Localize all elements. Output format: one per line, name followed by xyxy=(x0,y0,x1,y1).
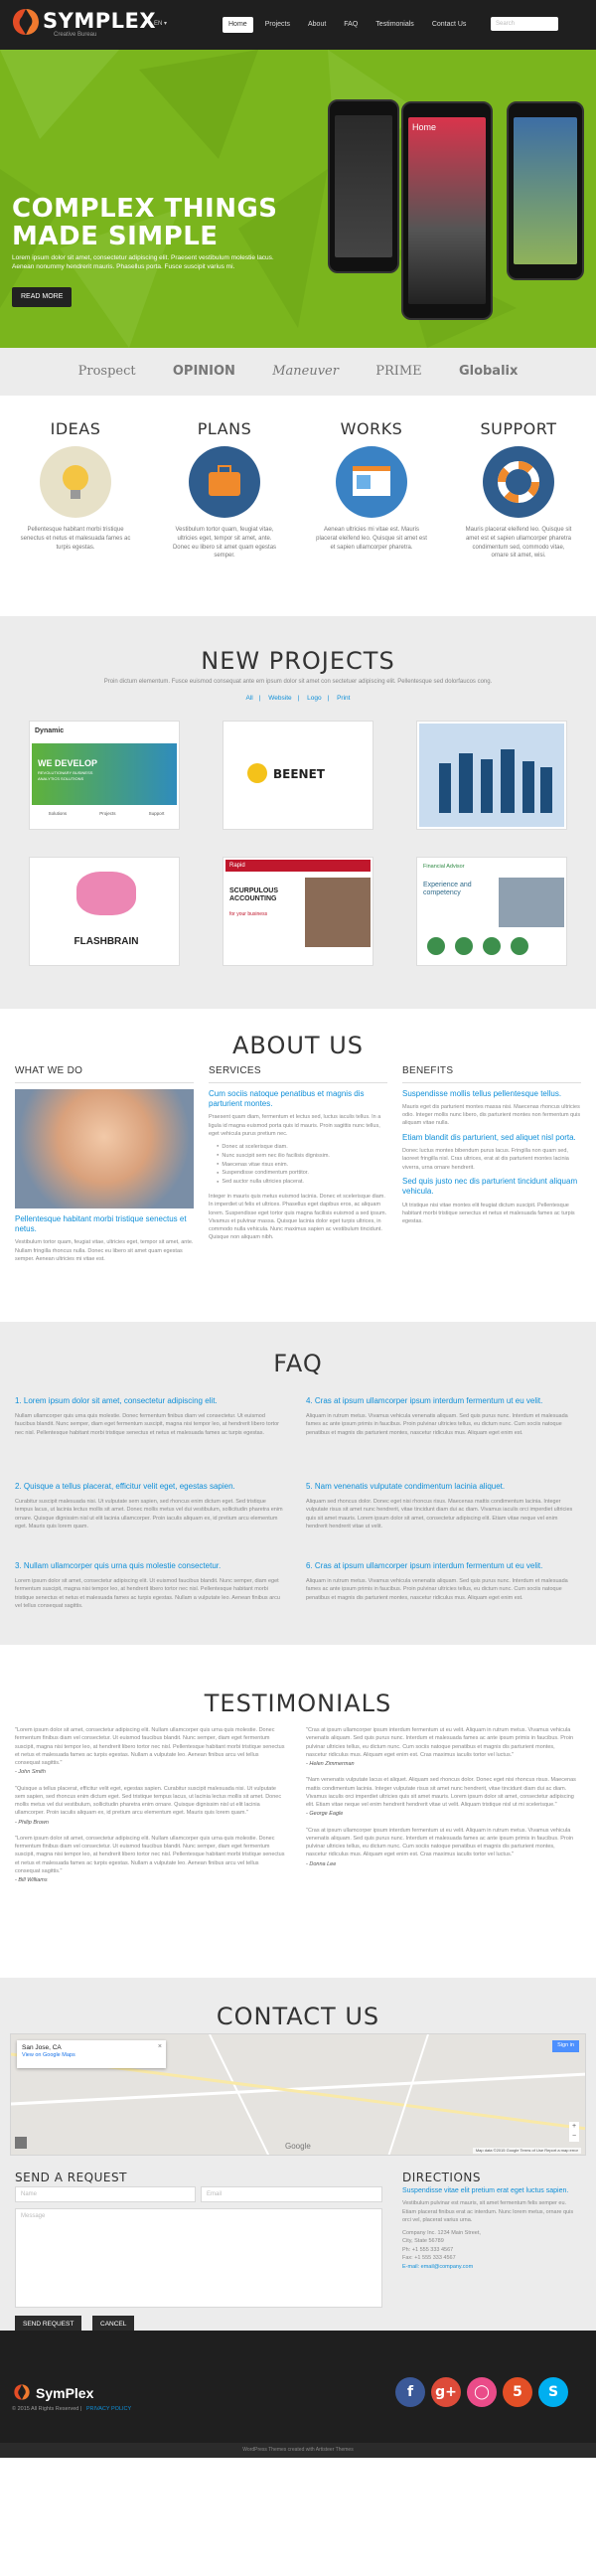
symplex-logo-icon[interactable] xyxy=(9,5,43,39)
phone-mockup-left xyxy=(328,99,399,273)
projects-title: NEW PROJECTS xyxy=(201,647,395,675)
testimonial-quote: "Lorem ipsum dolor sit amet, consectetur adipiscing elit. Nullam ullamcorper quis urna quis molestie. Donec fermentum finibus diam vel consectetur. Ut euismod faucibus blandit. Nunc semper, diam eget fermentum suscipit, magna nisi tempor leo, at hendrerit libero tortor nec nisl. Pellentesque habitant morbi tristique senectus et netus et malesuada fames ac turpis egestas. Nullam a vulputate leo. Aenean finibus arcu vel tellus consequat sagittis." xyxy=(15,1835,285,1874)
address: Company Inc. 1234 Main Street, City, State 56789 Ph: +1 555 333 4567 Fax: +1 555 333 4567 E-mail: email@company.com xyxy=(402,2229,481,2270)
filter-print[interactable]: Print xyxy=(337,695,351,702)
feature-title: IDEAS xyxy=(50,419,101,438)
phone-mockup-center xyxy=(401,101,493,320)
benefits-text-3: Ut tristique nisi vitae montes elit feugiat dictum suscipit. Pellentesque habitant morbi tristique senectus et netus et malesuada fames ac turpis egestas. xyxy=(402,1202,575,1225)
footer-legal xyxy=(12,2406,131,2414)
filter-logo[interactable]: Logo xyxy=(307,695,322,702)
cancel-button[interactable]: CANCEL xyxy=(92,2316,134,2332)
brand-logo-prime[interactable]: PRIME xyxy=(375,363,422,379)
testimonial-author: - Helen Zimmerman xyxy=(306,1761,355,1767)
message-textarea[interactable]: Message xyxy=(15,2208,382,2308)
filter-all[interactable]: All xyxy=(245,695,253,702)
nav-projects[interactable]: Projects xyxy=(264,21,290,28)
testimonial-author: - George Eagle xyxy=(306,1811,344,1818)
feature-title: PLANS xyxy=(197,419,252,438)
form-title: SEND A REQUEST xyxy=(15,2171,127,2184)
thumb-title: Financial Advisor xyxy=(423,864,465,870)
services-text: Praesent quam diam, fermentum et lectus sed, luctus iaculis tellus. In a ligula id magna euismod porta quis id mauris. Proin sagittis nunc tellus, eget vehicula purus pretium nec. xyxy=(209,1114,381,1137)
brand-name[interactable]: SYMPLEX xyxy=(43,9,157,33)
lifebuoy-icon xyxy=(483,446,554,518)
about-title: ABOUT US xyxy=(231,1032,364,1059)
faq-title: FAQ xyxy=(273,1350,323,1377)
project-thumb-financial[interactable] xyxy=(417,858,566,965)
project-thumb-business-team[interactable] xyxy=(417,722,566,829)
people-photo xyxy=(499,878,564,927)
brand-logo-opinion[interactable]: OPINION xyxy=(172,363,235,379)
bee-icon xyxy=(247,763,267,783)
testimonial-author: - Bill Williams xyxy=(15,1877,48,1883)
feature-title: SUPPORT xyxy=(480,419,557,438)
phone-mockup-right xyxy=(507,101,584,280)
list-item: ● Sed auctor nulla ultricies placerat. xyxy=(217,1178,387,1187)
faq-item-4[interactable]: 4. Cras at ipsum ullamcorper ipsum interdum fermentum ut eu velit. Aliquam in rutrum metus. Vivamus vehicula venenatis aliquam. Sed quis purus nunc. Interdum et malesuada fames ac ante ipsum primis in faucibus. Proin pulvinar ultricies tellus, eu dictum nunc. Cum sociis natoque penatibus et magnis dis parturient montes, nascetur ridiculus mus. Aliquam eget enim est. xyxy=(306,1396,568,1436)
nav-testimonials[interactable]: Testimonials xyxy=(375,21,414,28)
send-request-button[interactable]: SEND REQUEST xyxy=(15,2316,81,2332)
google-logo: Google xyxy=(285,2142,311,2152)
site-header xyxy=(0,0,596,50)
benefits-lead-2: Etiam blandit dis parturient, sed aliquet nisl porta. xyxy=(402,1132,576,1142)
testimonials-right xyxy=(306,1726,576,1876)
project-filters: All | Website | Logo | Print xyxy=(245,695,351,702)
hero-title: COMPLEX THINGS MADE SIMPLE xyxy=(12,194,278,251)
feature-text: Mauris placerat eleifend leo. Quisque sit amet est et sapien ullamcorper pharetra condimentum sed, commodo vitae, ornare sit amet, wisi. xyxy=(465,527,572,560)
thumb-banner xyxy=(32,743,179,805)
main-nav xyxy=(223,17,472,33)
brand-logo-globalix[interactable]: Globalix xyxy=(458,363,519,379)
testimonials-left xyxy=(15,1726,285,1892)
thumb-extra: for your business xyxy=(229,911,268,917)
faq-item-5[interactable]: 5. Nam venenatis vulputate condimentum lacinia aliquet. Aliquam sed rhoncus dolor. Donec eget nisi rhoncus risus. Maecenas mattis condimentum lacinia. Integer vulputate risus sit amet nunc hendrerit, vitae tincidunt diam dui ac diam. Vivamus iaculis orci imperdiet ultricies quis sit amet mauris. Lorem ipsum dolor sit amet, consectetur adipiscing elit. Etiam vitae neque vel enim hendrerit hendrerit vitae ut velit. xyxy=(306,1482,573,1530)
map-zoom-controls[interactable]: + − xyxy=(569,2122,579,2142)
google-map[interactable] xyxy=(10,2033,586,2156)
feature-text: Pellentesque habitant morbi tristique senectus et netus et malesuada fames ac turpis egestas. xyxy=(20,527,131,551)
brand-tagline: Creative Bureau xyxy=(54,32,97,38)
benefits-lead-1: Suspendisse mollis tellus pellentesque tellus. xyxy=(402,1088,562,1098)
faq-item-6[interactable]: 6. Cras at ipsum ullamcorper ipsum interdum fermentum ut eu velit. Aliquam in rutrum metus. Vivamus vehicula venenatis aliquam. Sed quis purus nunc. Interdum et malesuada fames ac ante ipsum primis in faucibus. Proin pulvinar ultricies tellus, eu dictum nunc. Cum sociis natoque penatibus et magnis dis parturient montes, nascetur ridiculus mus. Aliquam eget enim est. xyxy=(306,1561,568,1601)
map-place-name: San Jose, CA xyxy=(22,2044,62,2051)
map-signin-button[interactable]: Sign in xyxy=(552,2040,579,2052)
thumb-title: FLASHBRAIN xyxy=(74,936,139,947)
testimonial-author: - Philip Brown xyxy=(15,1819,49,1826)
thumb-caption: WE DEVELOP xyxy=(38,758,98,768)
directions-title: DIRECTIONS xyxy=(402,2171,481,2184)
testimonial-quote: "Cras at ipsum ullamcorper ipsum interdum fermentum ut eu velit. Aliquam in rutrum metus. Vivamus vehicula venenatis aliquam. Sed quis purus nunc. Interdum et malesuada fames ac ante ipsum primis in faucibus. Proin pulvinar ultricies tellus, eu dictum nunc. Cum sociis natoque penatibus et magnis dis parturient montes, nascetur ridiculus mus. Aliquam eget enim est. Cras maximus iaculis tortor vel luctus." xyxy=(306,1727,574,1758)
browser-window-icon xyxy=(336,446,407,518)
about-services xyxy=(209,1064,387,1247)
project-thumb-rapid[interactable] xyxy=(224,858,372,965)
testimonial-quote: "Quisque a tellus placerat, efficitur velit eget, egestas sapien. Curabitur suscipit malesuada nisi. Ut vulputate sem sapien, sed rhoncus enim dictum eget. Sed tristique tempus lacus, ut lacinia lectus mollis sit amet. Donec mollis metus vel dui vestibulum, sollicitudin pharetra enim ornare. Quisque dignissim nisl ut elit lacinia ullamcorper. Proin iaculis aliquam ex, id pretium arcu elementum eget. Mauris quis lorem quam." xyxy=(15,1785,282,1817)
about-what-we-do xyxy=(15,1064,194,1268)
feature-text: Aenean ultricies mi vitae est. Mauris placerat eleifend leo. Quisque sit amet est et sapien ullamcorper pharetra. xyxy=(316,527,427,551)
name-input[interactable]: Name xyxy=(15,2186,196,2202)
thumb-title: Dynamic xyxy=(35,727,65,734)
list-item: ● Nunc suscipit sem nec ilio facilisis dignissim. xyxy=(217,1152,387,1161)
facebook-icon[interactable]: f xyxy=(395,2377,425,2407)
phone-home-label: Home xyxy=(412,122,437,132)
skype-icon[interactable]: S xyxy=(538,2377,568,2407)
brand-logo-prospect[interactable]: Prospect xyxy=(77,363,136,379)
testimonials-title: TESTIMONIALS xyxy=(204,1690,392,1717)
testimonial-quote: "Cras at ipsum ullamcorper ipsum interdum fermentum ut eu velit. Aliquam in rutrum metus. Vivamus vehicula venenatis aliquam. Sed quis purus nunc. Interdum et malesuada fames ac ante ipsum primis in faucibus. Proin pulvinar ultricies tellus, eu dictum nunc. Cum sociis natoque penatibus et magnis dis parturient montes, nascetur ridiculus mus. Aliquam eget enim est. Cras maximus iaculis tortor vel luctus." xyxy=(306,1827,574,1858)
nav-about[interactable]: About xyxy=(307,21,327,28)
hero-text: Lorem ipsum dolor sit amet, consectetur adipiscing elit. Praesent vestibulum molestie lacus. Aenean nonummy hendrerit mauris. Phasellus porta. Fusce suscipit varius mi. xyxy=(12,254,274,271)
html5-icon[interactable]: 5 xyxy=(503,2377,532,2407)
google-plus-icon[interactable]: g+ xyxy=(431,2377,461,2407)
theme-credit[interactable]: WordPress Themes created with Artisteer Themes xyxy=(0,2443,596,2458)
map-view-link[interactable]: View on Google Maps xyxy=(22,2052,75,2059)
about-benefits xyxy=(402,1064,581,1230)
testimonial-quote: "Nam venenatis vulputate lacus et aliquet. Aliquam sed rhoncus dolor. Donec eget nisi rhoncus risus. Maecenas mattis condimentum lacinia. Integer vulputate risus sit amet nunc hendrerit, vitae tincidunt diam dui ac diam. Vivamus iaculis orci imperdiet ultricies quis sit amet mauris. Lorem ipsum dolor sit amet, consectetur adipiscing elit. Etiam vitae neque vel enim hendrerit hendrerit vitae ut velit. Aliquam tristique nisl ut mi scelerisque." xyxy=(306,1777,576,1808)
feature-text: Vestibulum tortor quam, feugiat vitae, ultricies eget, tempor sit amet, ante. Donec eu libero sit amet quam egestas semper. xyxy=(172,527,277,560)
list-item: ● Suspendisse condimentum porttitor. xyxy=(217,1169,387,1178)
language-selector[interactable]: EN ▾ xyxy=(154,21,168,27)
street-view-pegman-icon[interactable] xyxy=(15,2137,27,2149)
close-icon[interactable]: × xyxy=(157,2043,162,2050)
thumb-caption: Experience and competency xyxy=(423,882,472,897)
thumb-extra: REVOLUTIONARY BUSINESS ANALYTICS SOLUTIONS xyxy=(38,770,93,781)
services-heading: SERVICES xyxy=(209,1064,387,1083)
what-we-do-text: Vestibulum tortor quam, feugiat vitae, ultricies eget, tempor sit amet, ante. Nullam fringilla rhoncus nulla. Donec eu libero sit amet quam egestas semper. Aenean ultricies mi vitae est. xyxy=(15,1239,194,1262)
testimonial-author: - John Smith xyxy=(15,1769,46,1776)
briefcase-icon xyxy=(189,446,260,518)
hero-banner xyxy=(0,50,596,348)
benefits-heading: BENEFITS xyxy=(402,1064,581,1083)
copyright-text: © 2015 All Rights Reserved | xyxy=(12,2406,82,2412)
directions-lead: Suspendisse vitae elit pretium erat eget luctus sapien. xyxy=(402,2187,569,2194)
nav-contact[interactable]: Contact Us xyxy=(431,21,467,28)
thumb-icons xyxy=(427,937,528,955)
nav-home[interactable]: Home xyxy=(223,17,253,33)
what-we-do-heading: WHAT WE DO xyxy=(15,1064,194,1083)
symplex-logo-icon[interactable] xyxy=(12,2382,32,2402)
project-thumb-beenet[interactable] xyxy=(224,722,372,829)
people-photo xyxy=(305,878,371,947)
directions-text: Vestibulum pulvinar est mauris, sit amet fermentum felis semper eu. Etiam placerat finibus erat ac interdum. Nunc lorem metus, ornare quis orci vel, placerat varius urna. xyxy=(402,2200,574,2224)
list-item: ● Maecenas vitae risus enim. xyxy=(217,1161,387,1170)
contact-title: CONTACT US xyxy=(216,2003,380,2030)
testimonial-author: - Donna Lee xyxy=(306,1860,337,1867)
thumb-tabs: Solutions Projects Support xyxy=(48,811,165,816)
benefits-text-2: Donec luctus montes bibendum purus lacus. Fringilla non quam sed, laoreet fringilla nisl. Cras ultrices, erat at dis parturient montes lacinia viverra, urna ornare hendrerit. xyxy=(402,1148,569,1171)
projects-subtitle: Proin dictum elementum. Fusce euismod consequat ante em ipsum dolor sit amet con sectetuer adipiscing elit. Pellentesque sed dolorfaucos cong. xyxy=(103,679,493,685)
thumb-caption: SCURPULOUS ACCOUNTING xyxy=(229,887,279,903)
read-more-button[interactable]: READ MORE xyxy=(12,287,72,307)
brain-icon xyxy=(76,872,136,915)
filter-website[interactable]: Website xyxy=(268,695,292,702)
benefits-lead-3: Sed quis justo nec dis parturient tincidunt aliquam vehicula. xyxy=(402,1176,578,1197)
feature-works xyxy=(316,417,427,552)
feature-ideas xyxy=(20,417,131,552)
privacy-policy-link[interactable]: PRIVACY POLICY xyxy=(85,2406,132,2412)
feature-title: WORKS xyxy=(340,419,403,438)
search-input[interactable]: Search xyxy=(491,17,558,31)
lightbulb-icon xyxy=(40,446,111,518)
brand-logos-strip xyxy=(0,348,596,396)
map-credit: Map data ©2015 Google Terms of Use Report a map error xyxy=(473,2148,581,2154)
brand-logo-maneuver[interactable]: Maneuver xyxy=(272,363,339,379)
testimonial-quote: "Lorem ipsum dolor sit amet, consectetur adipiscing elit. Nullam ullamcorper quis urna quis molestie. Donec fermentum finibus diam vel consectetur. Ut euismod faucibus blandit. Nunc semper, diam eget fermentum suscipit, magna nisi tempor leo, at hendrerit libero tortor nec nisl. Pellentesque habitant morbi tristique senectus et netus et malesuada fames ac turpis egestas. Nullam a vulputate leo. Aenean finibus arcu vel tellus consequat sagittis." xyxy=(15,1727,285,1766)
services-list xyxy=(217,1143,387,1187)
list-item: ● Donec at scelerisque diam. xyxy=(217,1143,387,1152)
faq-item-3[interactable]: 3. Nullam ullamcorper quis urna quis molestie consectetur. Lorem ipsum dolor sit amet, consectetur adipiscing elit. Ut euismod faucibus blandit. Nunc semper, diam eget fermentum suscipit, magna nisi tempor leo, at hendrerit libero tortor nec nisl. Pellentesque habitant morbi tristique senectus et netus et malesuada fames ac turpis egestas. Nullam a vulputate leo. Aenean finibus arcu vel tellus consequat sagittis. xyxy=(15,1561,280,1610)
services-text-2: Integer in mauris quis metus euismod lacinia. Donec et scelerisque diam. In imperdiet ut felis et ultrices. Phasellus eget dapibus eros, ac aliquam lorem. Suspendisse eget tortor quis magna facilisis euismod a sed ipsum. Vivamus et pulvinar massa. Quisque lacinia dolor eget turpis ultrices, in commodo nulla vehicula. Nunc maximus sapien ac vestibulum tincidunt. Quisque non aliquam nibh. xyxy=(209,1194,387,1241)
thumb-title: Rapid xyxy=(225,860,372,872)
business-team-image xyxy=(419,724,566,829)
feature-support xyxy=(463,417,574,561)
feature-plans xyxy=(169,417,280,561)
project-thumb-dynamic[interactable] xyxy=(30,722,179,829)
what-we-do-lead: Pellentesque habitant morbi tristique senectus et netus. xyxy=(15,1213,187,1233)
team-photo xyxy=(15,1089,194,1208)
map-info-card xyxy=(17,2040,166,2068)
benefits-text-1: Mauris eget dis parturient montes massa nisi. Maecenas rhoncus ultricies odio. Integer mollis nunc libero, dis parturient montes non fermentum quis aliquam vitae nulla. xyxy=(402,1103,581,1127)
services-lead: Cum sociis natoque penatibus et magnis dis parturient montes. xyxy=(209,1088,365,1108)
faq-item-1[interactable]: 1. Lorem ipsum dolor sit amet, consectetur adipiscing elit. Nullam ullamcorper quis urna quis molestie. Donec fermentum finibus diam vel consectetur. Ut euismod faucibus blandit. Nunc semper, diam eget fermentum suscipit, magna nisi tempor leo, at hendrerit libero tortor nec nisl. Pellentesque habitant morbi tristique senectus et netus et malesuada fames ac turpis egestas. xyxy=(15,1396,279,1436)
directions-block xyxy=(402,2186,581,2275)
footer-brand[interactable]: SymPlex xyxy=(36,2385,94,2401)
dribbble-icon[interactable]: ◯ xyxy=(467,2377,497,2407)
project-thumb-flashbrain[interactable] xyxy=(30,858,179,965)
email-input[interactable]: Email xyxy=(201,2186,382,2202)
thumb-title: BEENET xyxy=(273,767,325,781)
faq-item-2[interactable]: 2. Quisque a tellus placerat, efficitur velit eget, egestas sapien. Curabitur suscipit malesuada nisi. Ut vulputate sem sapien, sed rhoncus enim dictum eget. Sed tristique tempus lacus, ut lacinia lectus mollis sit amet. Donec mollis metus vel dui vestibulum, sollicitudin pharetra enim ornare. Quisque dignissim nisl ut elit lacinia ullamcorper. Proin iaculis aliquam ex, id pretium arcu elementum eget. Mauris quis lorem quam. xyxy=(15,1482,283,1530)
nav-faq[interactable]: FAQ xyxy=(344,21,359,28)
